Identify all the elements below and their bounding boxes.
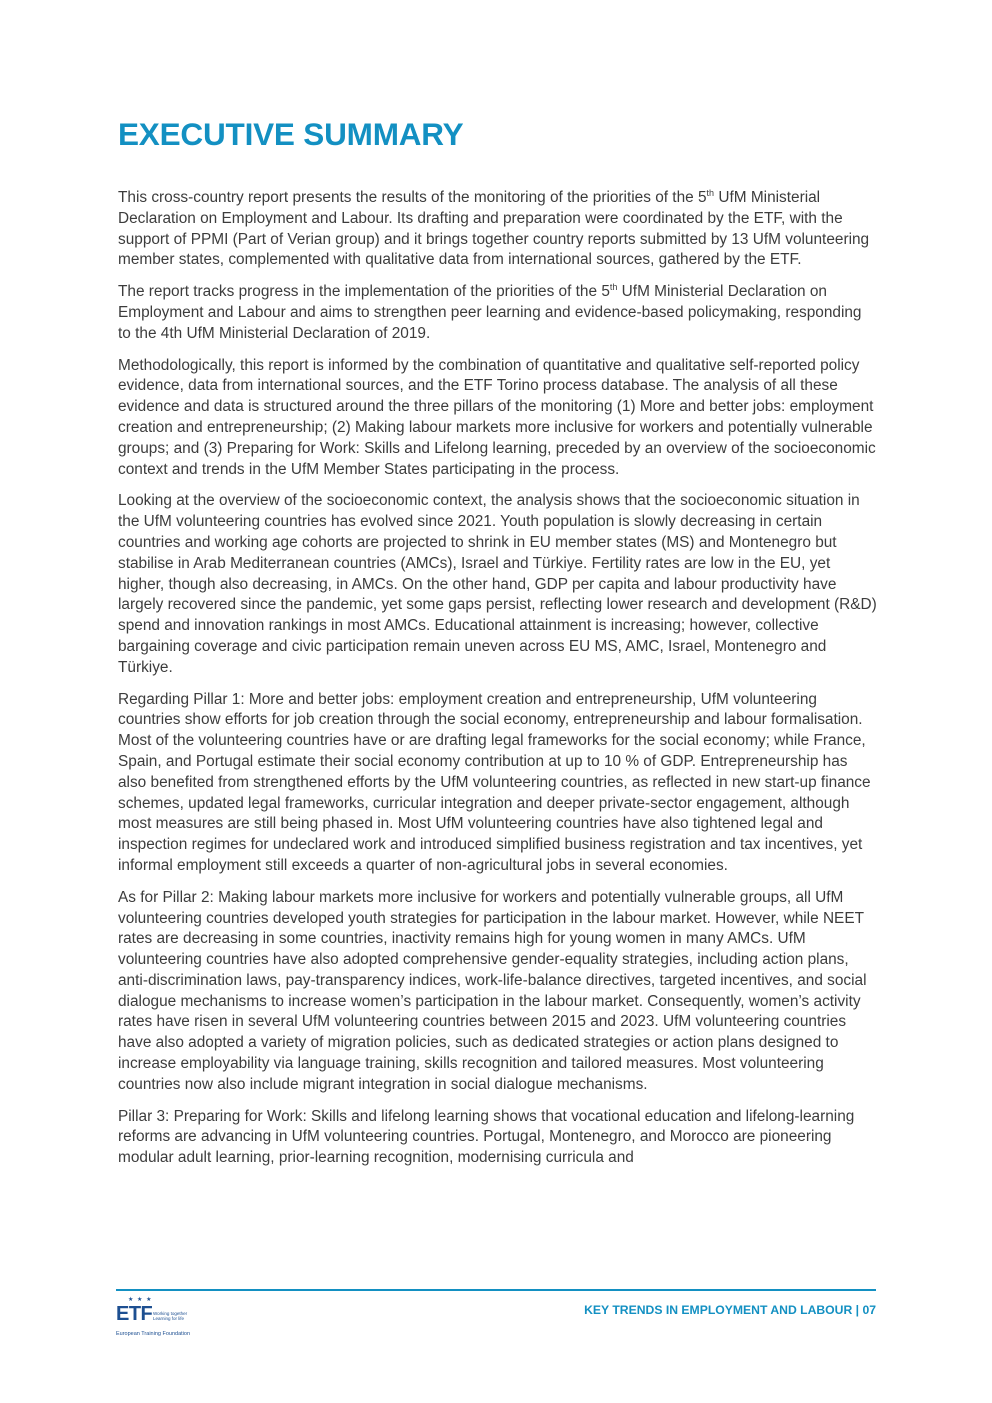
logo-org-name: European Training Foundation	[116, 1331, 190, 1337]
etf-logo	[116, 1296, 216, 1340]
paragraph-1: This cross-country report presents the results of the monitoring of the priorities of the 5th UfM Ministerial Declaration on Employment and Labour. Its drafting and preparation were coordinated by the ETF, with the support of PPMI (Part of Verian group) and it brings together country reports submitted by 13 UfM volunteering member states, complemented with qualitative data from international sources, gathered by the ETF.	[118, 187, 870, 269]
body-text	[118, 188, 878, 1180]
paragraph-2: The report tracks progress in the implementation of the priorities of the 5th UfM Ministerial Declaration on Employment and Labour and aims to strengthen peer learning and evidence-based policymaking, responding to the 4th UfM Ministerial Declaration of 2019.	[118, 282, 862, 342]
paragraph-4: Looking at the overview of the socioeconomic context, the analysis shows that the socioeconomic situation in the UfM volunteering countries has evolved since 2021. Youth population is slowly decreasing in certain countries and working age cohorts are projected to shrink in EU member states (MS) and Montenegro but stabilise in Arab Mediterranean countries (AMCs), Israel and Türkiye. Fertility rates are low in the EU, yet higher, though also decreasing, in AMCs. On the other hand, GDP per capita and labour productivity have largely recovered since the pandemic, yet some gaps persist, reflecting lower research and development (R&D) spend and innovation rankings in most AMCs. Educational attainment is increasing; however, collective bargaining coverage and civic participation remain uneven across EU MS, AMC, Israel, Montenegro and Türkiye.	[118, 492, 877, 676]
footer-divider	[116, 1289, 876, 1291]
paragraph-5: Regarding Pillar 1: More and better jobs: employment creation and entrepreneurship, UfM volunteering countries show efforts for job creation through the social economy, entrepreneurship and labour formalisation. Most of the volunteering countries have or are drafting legal frameworks for the social economy; while France, Spain, and Portugal estimate their social economy contribution at up to 10 % of GDP. Entrepreneurship has also benefited from strengthened efforts by the UfM volunteering countries, as reflected in new start-up finance schemes, updated legal frameworks, curricular integration and deeper private-sector engagement, although most measures are still being phased in. Most UfM volunteering countries have also tightened legal and inspection regimes for undeclared work and introduced simplified business registration and tax incentives, yet informal employment still exceeds a quarter of non-agricultural jobs in several economies.	[118, 690, 871, 874]
paragraph-3: Methodologically, this report is informed by the combination of quantitative and qualitative self-reported policy evidence, data from international sources, and the ETF Torino process database. The analysis of all these evidence and data is structured around the three pillars of the monitoring (1) More and better jobs: employment creation and entrepreneurship; (2) Making labour markets more inclusive for workers and potentially vulnerable groups; and (3) Preparing for Work: Skills and Lifelong learning, preceded by an overview of the socioeconomic context and trends in the UfM Member States participating in the process.	[118, 356, 876, 478]
running-title: KEY TRENDS IN EMPLOYMENT AND LABOUR | 07	[584, 1303, 876, 1317]
paragraph-7: Pillar 3: Preparing for Work: Skills and lifelong learning shows that vocational education and lifelong-learning reforms are advancing in UfM volunteering countries. Portugal, Montenegro, and Morocco are pioneering modular adult learning, prior-learning recognition, modernising curricula and	[118, 1107, 855, 1167]
eu-stars-icon: ★ ★ ★	[128, 1297, 153, 1303]
logo-mark: ETF	[116, 1303, 153, 1325]
logo-tagline: Working together Learning for life	[153, 1311, 188, 1321]
page-heading: EXECUTIVE SUMMARY	[118, 116, 464, 152]
paragraph-6: As for Pillar 2: Making labour markets more inclusive for workers and potentially vulnerable groups, all UfM volunteering countries developed youth strategies for participation in the labour market. However, while NEET rates are decreasing in some countries, inactivity remains high for young women in many AMCs. UfM volunteering countries have also adopted comprehensive gender-equality strategies, including action plans, anti-discrimination laws, pay-transparency indices, work-life-balance directives, targeted incentives, and social dialogue mechanisms to increase women’s participation in the labour market. Consequently, women’s activity rates have risen in several UfM volunteering countries between 2015 and 2023. UfM volunteering countries have also adopted a variety of migration policies, such as dedicated strategies or action plans designed to increase employability via language training, skills recognition and tailored measures. Most volunteering countries now also include migrant integration in social dialogue mechanisms.	[118, 888, 867, 1093]
